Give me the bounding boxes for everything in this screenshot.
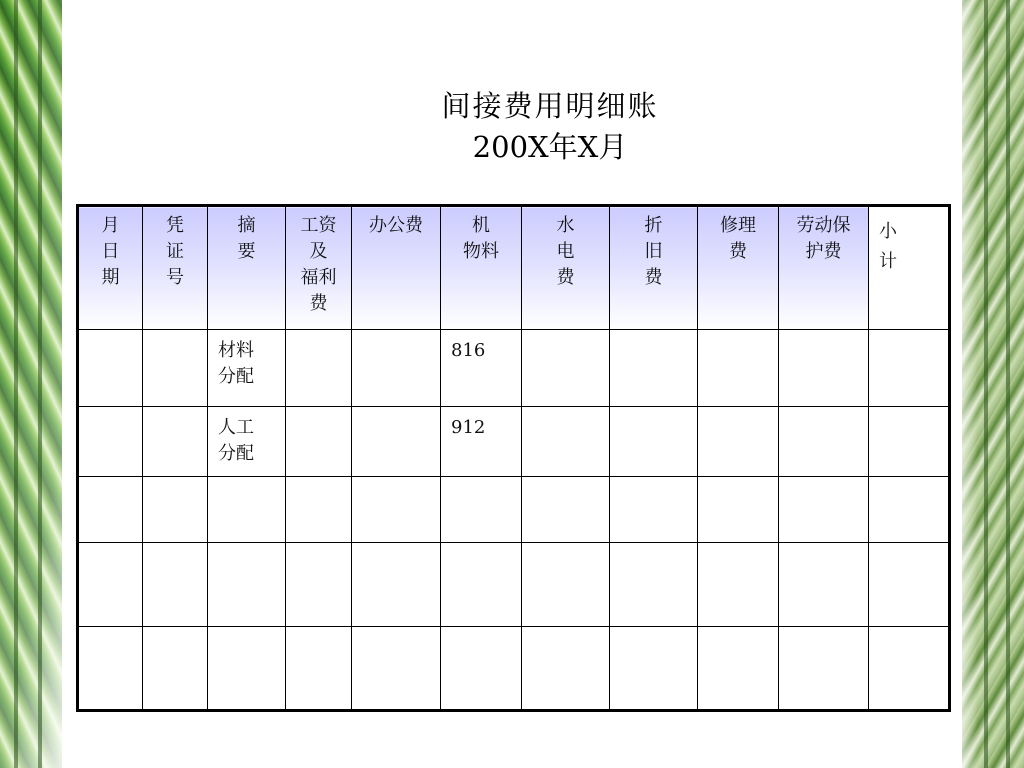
bamboo-stem [1006,0,1010,768]
table-cell [441,543,522,627]
table-cell [779,477,869,543]
bamboo-stem [38,0,42,768]
table-cell [143,407,208,477]
col-header-labor-protection: 劳动保 护费 [779,206,869,330]
table-row [78,543,950,627]
col-header-voucher: 凭 证 号 [143,206,208,330]
table-cell: 816 [441,330,522,407]
table-cell [869,627,950,711]
table-cell [698,330,779,407]
table-cell [286,627,352,711]
table-cell [208,627,286,711]
table-cell [286,477,352,543]
table-cell [78,407,143,477]
table-cell [352,477,441,543]
table-cell [610,543,698,627]
table-cell: 人工 分配 [208,407,286,477]
table-cell [78,477,143,543]
ledger-title: 间接费用明细账 [441,89,659,123]
table-cell [869,543,950,627]
table-cell [441,627,522,711]
table-row [78,627,950,711]
table-cell [522,477,610,543]
table-cell [143,543,208,627]
col-header-utilities: 水 电 费 [522,206,610,330]
col-header-depreciation: 折 旧 费 [610,206,698,330]
col-header-repair: 修理 费 [698,206,779,330]
table-cell [208,477,286,543]
table-cell [610,407,698,477]
table-cell [286,543,352,627]
table-cell [522,543,610,627]
table-cell [286,407,352,477]
table-cell [522,407,610,477]
table-row [78,477,950,543]
table-row [78,407,950,477]
table-cell [869,477,950,543]
col-header-summary: 摘 要 [208,206,286,330]
bamboo-stem [984,0,988,768]
col-header-office: 办公费 [352,206,441,330]
table-cell [610,627,698,711]
ledger-period: 200X年X月 [472,130,628,164]
table-cell [78,543,143,627]
table-cell [78,627,143,711]
table-cell [779,543,869,627]
table-cell [779,627,869,711]
left-bamboo-decoration [0,0,62,768]
table-cell [352,330,441,407]
table-cell [522,330,610,407]
table-cell [286,330,352,407]
table-cell [522,627,610,711]
overhead-ledger-table [76,204,951,712]
table-cell [698,477,779,543]
table-cell [698,407,779,477]
table-cell [610,477,698,543]
table-cell [869,407,950,477]
table-cell [208,543,286,627]
table-row [78,330,950,407]
table-cell [698,543,779,627]
table-cell [143,330,208,407]
bamboo-stem [14,0,18,768]
table-cell [78,330,143,407]
table-cell: 材料 分配 [208,330,286,407]
header-row [78,206,950,330]
table-cell [143,627,208,711]
table-cell [441,477,522,543]
table-cell [779,407,869,477]
title-block [350,85,750,167]
col-header-wages: 工资 及 福利 费 [286,206,352,330]
table-cell [143,477,208,543]
table-cell [352,407,441,477]
right-bamboo-decoration [962,0,1024,768]
col-header-materials: 机 物料 [441,206,522,330]
table-cell [698,627,779,711]
table-cell [779,330,869,407]
col-header-date: 月 日 期 [78,206,143,330]
table-cell [352,543,441,627]
table-cell: 912 [441,407,522,477]
table-cell [352,627,441,711]
table-cell [610,330,698,407]
col-header-subtotal: 小 计 [869,206,950,330]
table-cell [869,330,950,407]
